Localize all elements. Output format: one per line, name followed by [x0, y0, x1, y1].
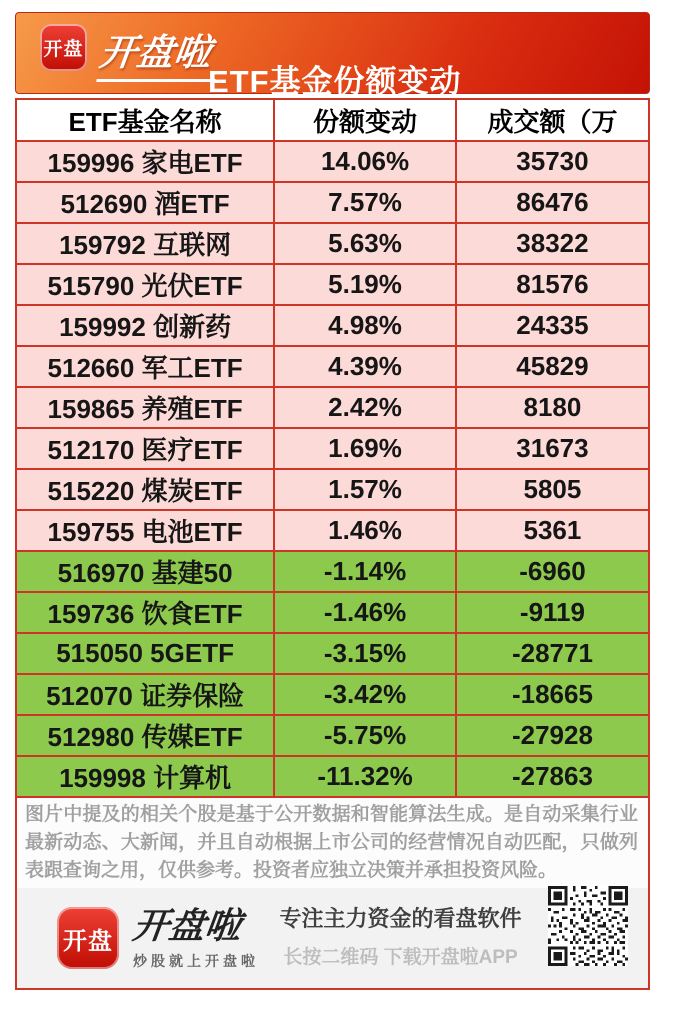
share-change-cell: 2.42% — [273, 388, 455, 427]
turnover-cell: -27863 — [455, 757, 648, 796]
disclaimer-text: 图片中提及的相关个股是基于公开数据和智能算法生成。是自动采集行业最新动态、大新闻，并且自动根据上市公司的经营情况自动匹配，只做列表跟查询之用，仅供参考。投资者应独立决策并承担投资风险。 — [17, 796, 648, 888]
qr-code-icon — [548, 886, 628, 966]
etf-name-cell: 159736 饮食ETF — [47, 599, 243, 629]
table-row — [17, 263, 648, 304]
share-card — [15, 12, 650, 990]
brand-header — [15, 12, 650, 99]
table-row — [17, 222, 648, 263]
table-row — [17, 673, 648, 714]
share-change-cell: -1.46% — [273, 593, 455, 632]
footer-logo-icon — [57, 907, 119, 969]
etf-name-cell: 159998 计算机 — [59, 763, 232, 793]
turnover-cell: 45829 — [455, 347, 648, 386]
turnover-cell: 5805 — [455, 470, 648, 509]
content-box — [15, 98, 650, 990]
app-logo-icon — [40, 24, 87, 71]
table-row — [17, 427, 648, 468]
share-change-cell: -3.42% — [273, 675, 455, 714]
etf-name-cell: 159755 电池ETF — [47, 517, 243, 547]
etf-name-cell: 512980 传媒ETF — [47, 722, 243, 752]
share-change-cell: 7.57% — [273, 183, 455, 222]
share-change-cell: -3.15% — [273, 634, 455, 673]
share-change-cell: 14.06% — [273, 142, 455, 181]
app-logo-badge-text: 开盘 — [43, 39, 84, 60]
turnover-cell: 35730 — [455, 142, 648, 181]
etf-name-cell: 159996 家电ETF — [47, 148, 243, 178]
etf-name-cell: 512690 酒ETF — [60, 189, 230, 219]
table-row — [17, 550, 648, 591]
share-change-cell: 4.98% — [273, 306, 455, 345]
turnover-cell: 86476 — [455, 183, 648, 222]
col-header-name: ETF基金名称 — [68, 106, 222, 137]
etf-name-cell: 515220 煤炭ETF — [47, 476, 243, 506]
share-change-cell: 1.57% — [273, 470, 455, 509]
app-logo-text: 开盘啦 — [96, 22, 222, 82]
etf-name-cell: 159792 互联网 — [59, 230, 232, 260]
etf-name-cell: 512070 证券保险 — [46, 681, 245, 711]
etf-table — [17, 100, 648, 796]
footer-logo-block — [130, 904, 259, 971]
turnover-cell: 38322 — [455, 224, 648, 263]
share-change-cell: -5.75% — [273, 716, 455, 755]
etf-name-cell: 516970 基建50 — [57, 558, 233, 588]
footer-tagline: 专注主力资金的看盘软件 — [279, 905, 522, 931]
table-row — [17, 591, 648, 632]
turnover-cell: -27928 — [455, 716, 648, 755]
table-row — [17, 140, 648, 181]
turnover-cell: 24335 — [455, 306, 648, 345]
turnover-cell: 81576 — [455, 265, 648, 304]
etf-name-cell: 159865 养殖ETF — [47, 394, 243, 424]
page-title: ETF基金份额变动 — [208, 64, 462, 99]
share-change-cell: -1.14% — [273, 552, 455, 591]
footer-promo-block — [259, 902, 548, 975]
share-change-cell: -11.32% — [273, 757, 455, 796]
share-change-cell: 4.39% — [273, 347, 455, 386]
table-row — [17, 304, 648, 345]
col-header-change: 份额变动 — [273, 100, 455, 140]
table-row — [17, 386, 648, 427]
etf-name-cell: 512660 军工ETF — [47, 353, 243, 383]
share-change-cell: 1.46% — [273, 511, 455, 550]
table-row — [17, 509, 648, 550]
col-header-turnover: 成交额（万 — [455, 100, 648, 140]
turnover-cell: 31673 — [455, 429, 648, 468]
table-row — [17, 468, 648, 509]
table-row — [17, 181, 648, 222]
turnover-cell: 5361 — [455, 511, 648, 550]
turnover-cell: -18665 — [455, 675, 648, 714]
share-change-cell: 5.19% — [273, 265, 455, 304]
footer-subtext: 长按二维码 下载开盘啦APP — [283, 946, 518, 968]
etf-name-cell: 515790 光伏ETF — [47, 271, 243, 301]
turnover-cell: -28771 — [455, 634, 648, 673]
etf-name-cell: 512170 医疗ETF — [47, 435, 243, 465]
turnover-cell: -6960 — [455, 552, 648, 591]
table-header-row — [17, 100, 648, 140]
table-row — [17, 714, 648, 755]
table-row — [17, 632, 648, 673]
etf-name-cell: 515050 5GETF — [56, 638, 234, 668]
footer — [17, 888, 648, 988]
footer-logo-badge-text: 开盘 — [63, 927, 113, 955]
footer-slogan: 炒股就上开盘啦 — [133, 952, 259, 969]
share-change-cell: 5.63% — [273, 224, 455, 263]
footer-logo-text: 开盘啦 — [130, 904, 244, 946]
turnover-cell: 8180 — [455, 388, 648, 427]
turnover-cell: -9119 — [455, 593, 648, 632]
table-row — [17, 755, 648, 796]
etf-name-cell: 159992 创新药 — [59, 312, 232, 342]
table-row — [17, 345, 648, 386]
share-change-cell: 1.69% — [273, 429, 455, 468]
